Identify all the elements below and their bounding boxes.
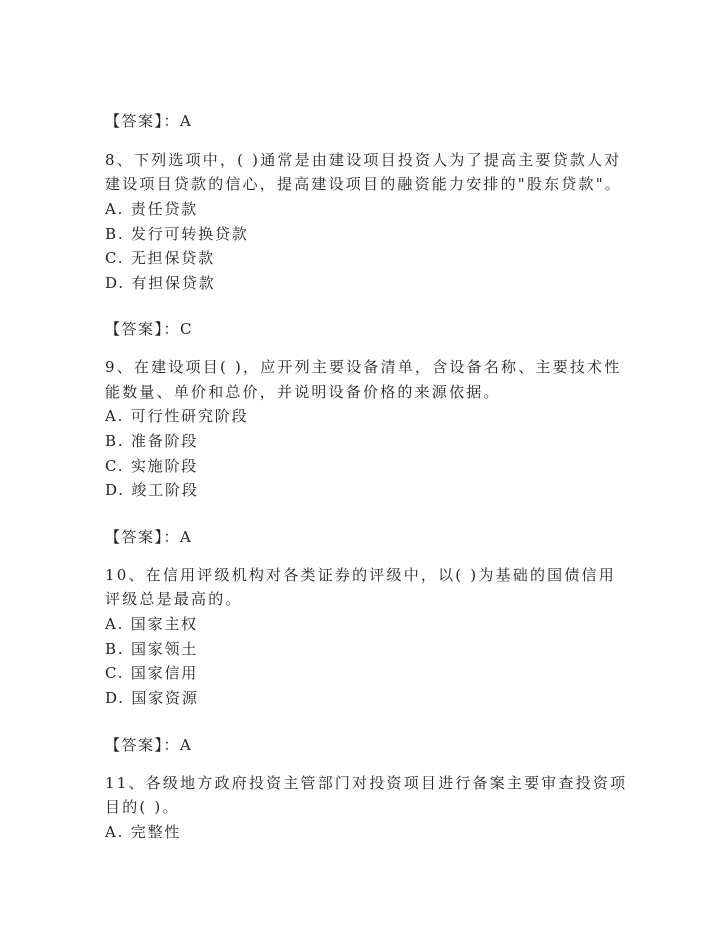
option-b: B. 准备阶段 [105, 432, 199, 450]
option-d: D. 竣工阶段 [105, 481, 199, 499]
option-b: B. 发行可转换贷款 [105, 225, 249, 243]
question-8-line-1: 8、下列选项中，( )通常是由建设项目投资人为了提高主要贷款人对 [105, 151, 622, 169]
question-10-line-1: 10、在信用评级机构对各类证券的评级中，以( )为基础的国债信用 [105, 566, 616, 584]
option-b: B. 国家领土 [105, 640, 199, 658]
answer-line: 【答案】：C [105, 320, 193, 338]
question-9-line-1: 9、在建设项目( )，应开列主要设备清单，含设备名称、主要技术性 [105, 358, 622, 376]
question-11-line-1: 11、各级地方政府投资主管部门对投资项目进行备案主要审查投资项 [105, 774, 628, 792]
question-8-line-2: 建设项目贷款的信心，提高建设项目的融资能力安排的"股东贷款"。 [105, 175, 623, 193]
answer-line: 【答案】：A [105, 528, 193, 546]
option-a: A. 可行性研究阶段 [105, 407, 249, 425]
question-9-line-2: 能数量、单价和总价，并说明设备价格的来源依据。 [105, 383, 501, 401]
option-c: C. 国家信用 [105, 664, 199, 682]
option-d: D. 国家资源 [105, 689, 199, 707]
option-c: C. 实施阶段 [105, 457, 199, 475]
option-c: C. 无担保贷款 [105, 249, 215, 267]
question-11-line-2: 目的( )。 [105, 798, 180, 816]
answer-line: 【答案】：A [105, 736, 193, 754]
option-a: A. 国家主权 [105, 615, 198, 633]
option-d: D. 有担保贷款 [105, 274, 216, 292]
question-10-line-2: 评级总是最高的。 [105, 590, 243, 608]
option-a: A. 责任贷款 [105, 200, 198, 218]
answer-line: 【答案】：A [105, 112, 193, 130]
option-a: A. 完整性 [105, 823, 182, 841]
